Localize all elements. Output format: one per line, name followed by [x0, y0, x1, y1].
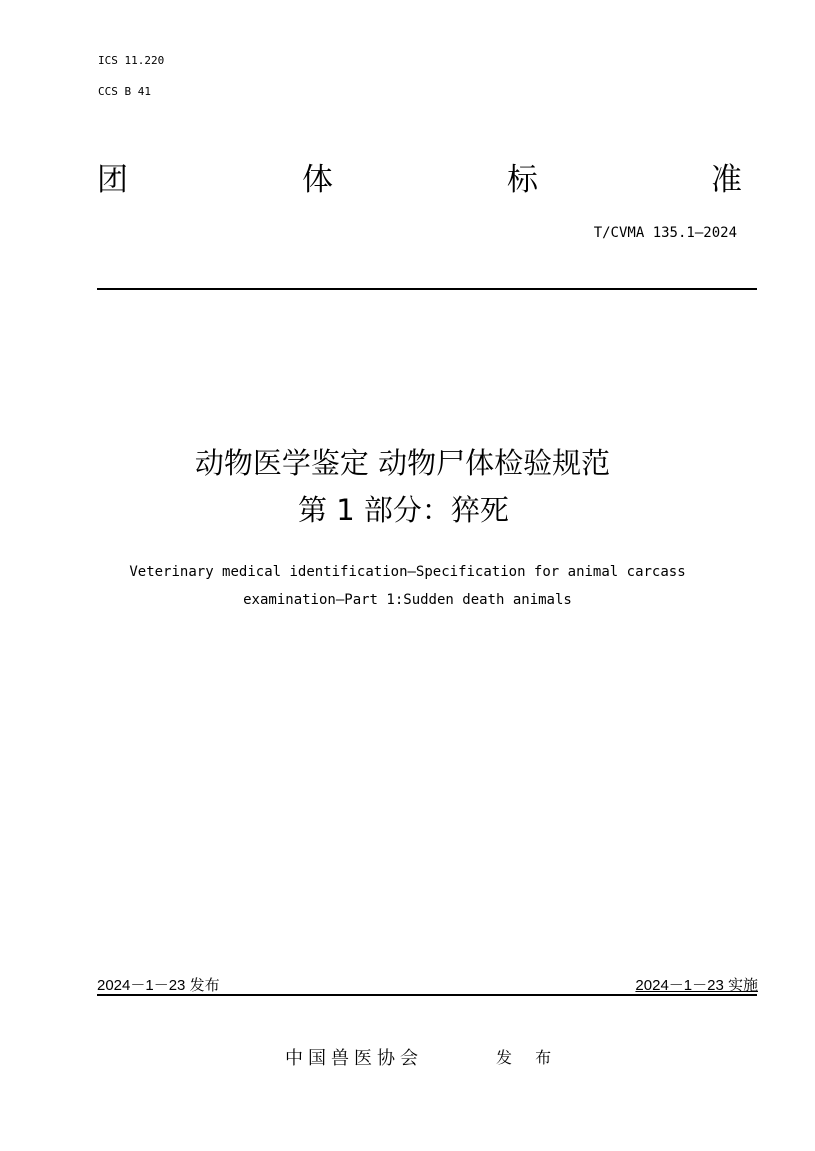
title-chinese-line-1: 动物医学鉴定 动物尸体检验规范	[194, 446, 611, 480]
standard-type-char-4: 准	[711, 162, 742, 198]
title-english-line-2: examination—Part 1:Sudden death animals	[243, 592, 572, 608]
top-divider	[97, 288, 757, 290]
ccs-code: CCS B 41	[98, 85, 151, 98]
implementation-date: 2024－1－23 实施	[635, 977, 758, 994]
bottom-divider	[97, 994, 757, 996]
issue-date: 2024－1－23 发布	[97, 977, 220, 994]
standard-type-char-2: 体	[302, 162, 333, 198]
publisher-name: 中国兽医协会	[285, 1048, 423, 1069]
ics-code: ICS 11.220	[98, 54, 165, 67]
standard-number: T/CVMA 135.1—2024	[593, 225, 737, 241]
publish-label: 发 布	[496, 1048, 561, 1067]
title-english-line-1: Veterinary medical identification—Specification for animal carcass	[129, 564, 686, 580]
standard-type-char-3: 标	[507, 162, 538, 198]
standard-type-char-1: 团	[97, 162, 128, 198]
title-chinese-line-2: 第 1 部分：猝死	[298, 493, 509, 527]
